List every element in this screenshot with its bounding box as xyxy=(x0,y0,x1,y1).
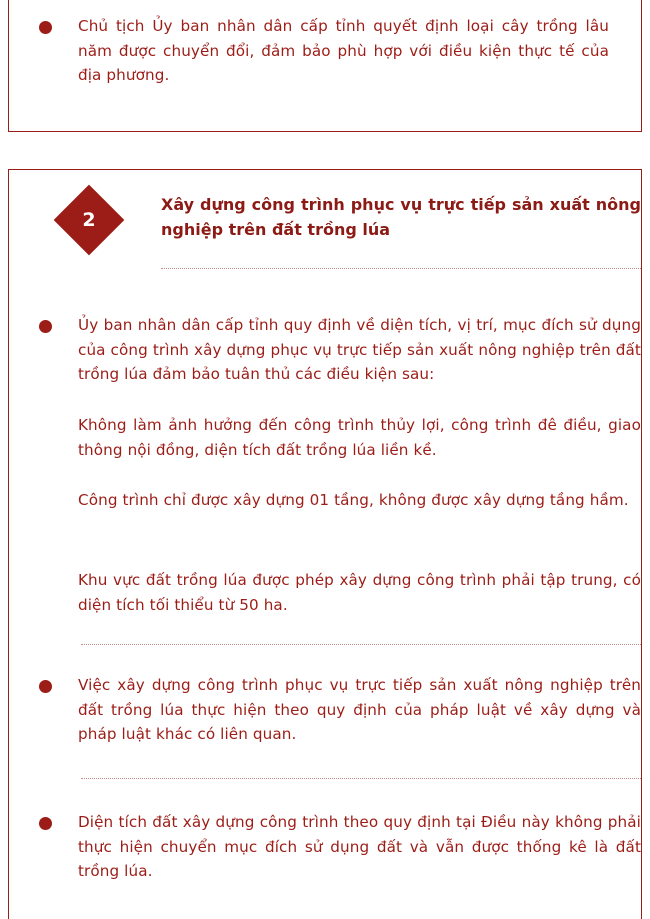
bullet-dot-icon xyxy=(39,320,52,333)
bullet-1-sub-1: Không làm ảnh hưởng đến công trình thủy lợi, công trình đê điều, giao thông nội đồng, diện tích đất trồng lúa liền kề. xyxy=(78,416,641,459)
bullet-dot-icon xyxy=(39,21,52,34)
list-item xyxy=(39,313,641,387)
bullet-1-text: Ủy ban nhân dân cấp tỉnh quy định về diện tích, vị trí, mục đích sử dụng của công trình xây dựng phục vụ trực tiếp sản xuất nông nghiệp trên đất trồng lúa đảm bảo tuân thủ các điều kiện sau: xyxy=(78,316,641,384)
top-card xyxy=(8,0,642,132)
divider-header xyxy=(161,268,641,269)
list-item xyxy=(39,810,641,884)
top-bullet-text: Chủ tịch Ủy ban nhân dân cấp tỉnh quyết định loại cây trồng lâu năm được chuyển đổi, đảm bảo phù hợp với điều kiện thực tế của địa phương. xyxy=(78,17,609,85)
bullet-2-text: Việc xây dựng công trình phục vụ trực tiếp sản xuất nông nghiệp trên đất trồng lúa thực hiện theo quy định của pháp luật về xây dựng và pháp luật khác có liên quan. xyxy=(78,676,641,744)
top-card-content xyxy=(39,14,609,88)
bullet-dot-icon xyxy=(39,680,52,693)
bullet-dot-icon xyxy=(39,817,52,830)
list-item xyxy=(39,673,641,747)
divider-2 xyxy=(81,778,641,779)
section-number: 2 xyxy=(82,209,96,231)
section-header xyxy=(9,192,641,272)
list-item xyxy=(39,14,609,88)
main-card xyxy=(8,169,642,919)
section-title: Xây dựng công trình phục vụ trực tiếp sản xuất nông nghiệp trên đất trồng lúa xyxy=(161,195,641,240)
bullet-1-sub-2: Công trình chỉ được xây dựng 01 tầng, không được xây dựng tầng hầm. xyxy=(78,491,629,509)
bullet-1-sub-3: Khu vực đất trồng lúa được phép xây dựng công trình phải tập trung, có diện tích tối thiểu từ 50 ha. xyxy=(78,571,641,614)
bullet-3-text: Diện tích đất xây dựng công trình theo quy định tại Điều này không phải thực hiện chuyển mục đích sử dụng đất và vẫn được thống kê là đất trồng lúa. xyxy=(78,813,641,881)
divider-1 xyxy=(81,644,641,645)
